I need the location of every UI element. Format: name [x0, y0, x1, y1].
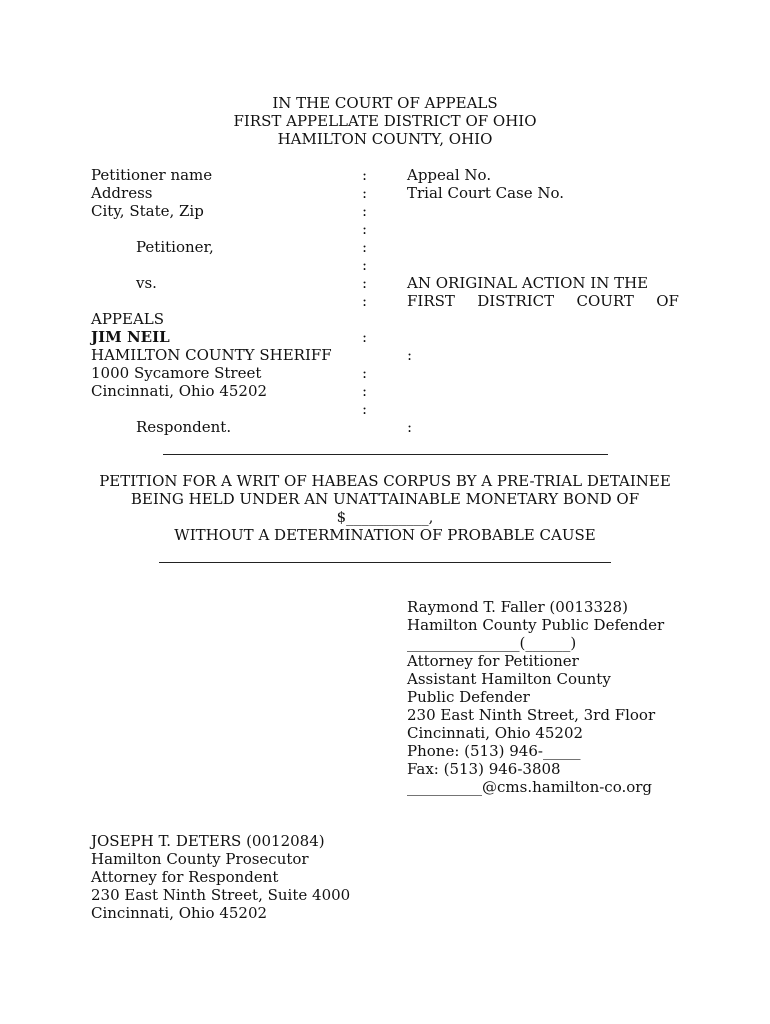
action-description-continued: [407, 292, 679, 310]
pd-office: Hamilton County Public Defender: [407, 616, 665, 634]
caption-separator: :: [362, 256, 368, 274]
pd-email: __________@cms.hamilton-co.org: [407, 778, 653, 796]
prosecutor-city: Cincinnati, Ohio 45202: [91, 904, 268, 922]
court-county: HAMILTON COUNTY, OHIO: [277, 130, 493, 148]
caption-separator: :: [407, 418, 413, 436]
prosecutor-title: Hamilton County Prosecutor: [91, 850, 309, 868]
petition-title-line1: PETITION FOR A WRIT OF HABEAS CORPUS BY A PRE-TRIAL DETAINEE: [99, 472, 671, 490]
appeal-number: Appeal No.: [407, 166, 492, 184]
prosecutor-role: Attorney for Respondent: [91, 868, 279, 886]
caption-separator: :: [362, 364, 368, 382]
caption-separator: :: [362, 166, 368, 184]
pd-assistant-title-cont: Public Defender: [407, 688, 530, 706]
action-word: DISTRICT: [477, 292, 555, 310]
pd-phone: Phone: (513) 946-_____: [407, 742, 581, 760]
action-word: FIRST: [407, 292, 455, 310]
pd-attorney-name: Raymond T. Faller (0013328): [407, 598, 628, 616]
pd-city: Cincinnati, Ohio 45202: [407, 724, 584, 742]
petitioner-address: Address: [91, 184, 153, 202]
action-word: OF: [656, 292, 679, 310]
action-word: COURT: [576, 292, 634, 310]
petitioner-name: Petitioner name: [91, 166, 213, 184]
action-description: AN ORIGINAL ACTION IN THE: [407, 274, 649, 292]
title-top-rule: [163, 454, 608, 455]
caption-separator: :: [362, 238, 368, 256]
respondent-street: 1000 Sycamore Street: [91, 364, 262, 382]
court-district: FIRST APPELLATE DISTRICT OF OHIO: [233, 112, 537, 130]
respondent-name: JIM NEIL: [91, 328, 170, 346]
appeals-overflow: APPEALS: [91, 310, 165, 328]
petition-title-line4: WITHOUT A DETERMINATION OF PROBABLE CAUSE: [174, 526, 596, 544]
title-bottom-rule: [159, 562, 611, 563]
caption-separator: :: [407, 346, 413, 364]
court-name: IN THE COURT OF APPEALS: [272, 94, 498, 112]
petitioner-city-state-zip: City, State, Zip: [91, 202, 204, 220]
petitioner-label: Petitioner,: [136, 238, 214, 256]
caption-separator: :: [362, 292, 368, 310]
petition-title-line2: BEING HELD UNDER AN UNATTAINABLE MONETARY BOND OF: [130, 490, 640, 508]
caption-separator: :: [362, 274, 368, 292]
caption-separator: :: [362, 184, 368, 202]
pd-assistant-title: Assistant Hamilton County: [407, 670, 611, 688]
prosecutor-name: JOSEPH T. DETERS (0012084): [91, 832, 325, 850]
pd-fax: Fax: (513) 946-3808: [407, 760, 561, 778]
caption-separator: :: [362, 382, 368, 400]
versus-label: vs.: [136, 274, 157, 292]
caption-separator: :: [362, 202, 368, 220]
assistant-name-blank: _______________(______): [407, 634, 577, 652]
caption-separator: :: [362, 400, 368, 418]
pd-street: 230 East Ninth Street, 3rd Floor: [407, 706, 656, 724]
bond-amount-blank: $___________,: [336, 508, 434, 526]
respondent-city: Cincinnati, Ohio 45202: [91, 382, 268, 400]
respondent-title: HAMILTON COUNTY SHERIFF: [91, 346, 332, 364]
trial-case-number: Trial Court Case No.: [407, 184, 565, 202]
caption-separator: :: [362, 220, 368, 238]
prosecutor-street: 230 East Ninth Street, Suite 4000: [91, 886, 351, 904]
respondent-label: Respondent.: [136, 418, 232, 436]
caption-separator: :: [362, 328, 368, 346]
pd-role: Attorney for Petitioner: [407, 652, 579, 670]
